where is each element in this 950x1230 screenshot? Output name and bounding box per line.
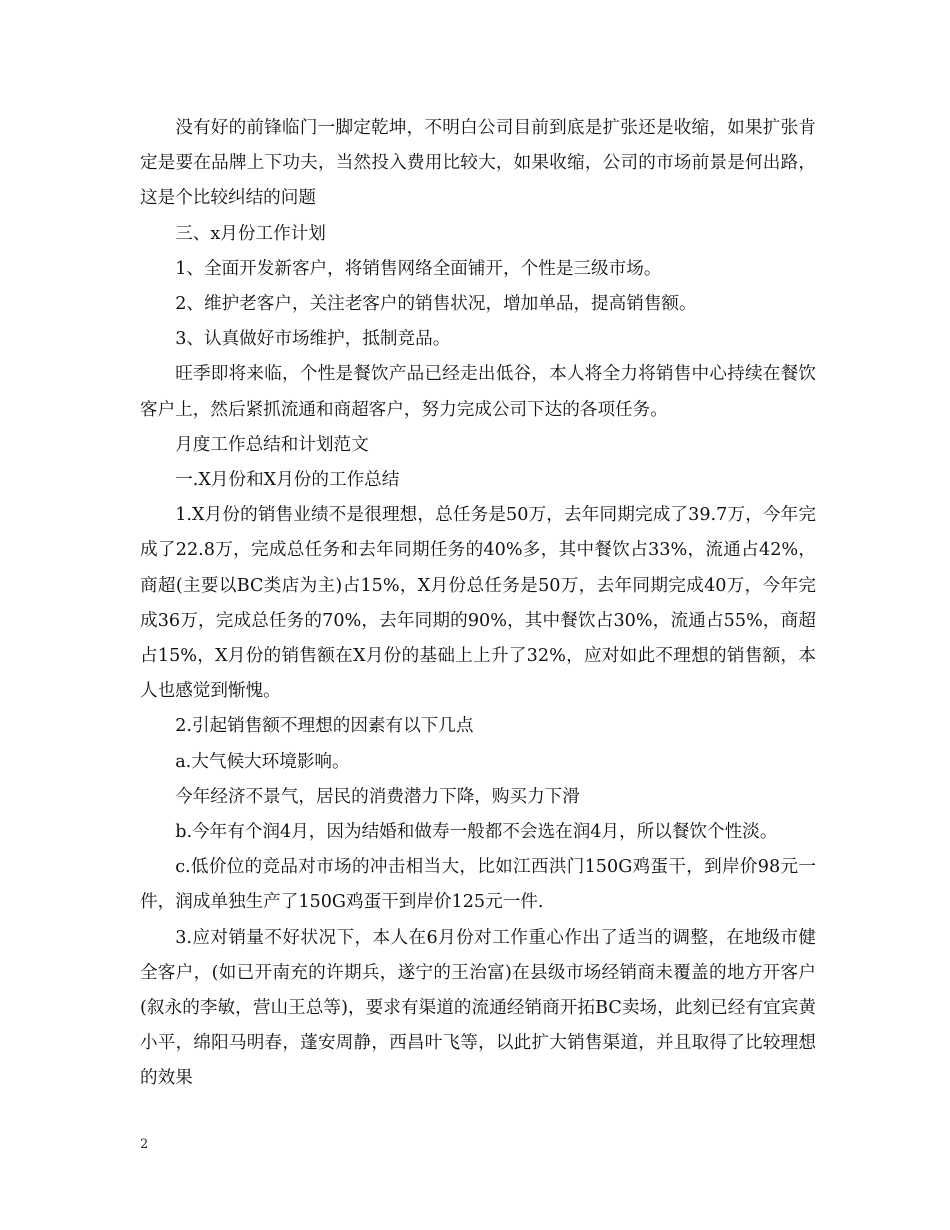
plan-item-1: 1、全面开发新客户，将销售网络全面铺开，个性是三级市场。 [175, 258, 662, 279]
section-title-summary-sample: 月度工作总结和计划范文 [175, 434, 369, 455]
cause-item-b: b.今年有个润4月，因为结婚和做寿一般都不会选在润4月，所以餐饮个性淡。 [175, 822, 778, 843]
paragraph-causes-heading: 2.引起销售额不理想的因素有以下几点 [175, 716, 474, 737]
section-heading-work-plan: 三、x月份工作计划 [175, 223, 326, 244]
plan-item-3: 3、认真做好市场维护，抵制竞品。 [175, 329, 451, 350]
document-body [140, 111, 816, 1097]
cause-item-a: a.大气候大环境影响。 [175, 751, 350, 772]
plan-item-2: 2、维护老客户，关注老客户的销售状况，增加单品，提高销售额。 [175, 294, 697, 315]
section-heading-summary: 一.X月份和X月份的工作总结 [175, 470, 400, 491]
cause-item-c: c.低价位的竞品对市场的冲击相当大，比如江西洪门150G鸡蛋干，到岸价98元一件，润成单独生产了150G鸡蛋干到岸价125元一件. [140, 857, 816, 913]
paragraph-adjustment: 3.应对销量不好状况下，本人在6月份对工作重心作出了适当的调整，在地级市健全客户，(如已开南充的许期兵，遂宁的王治富)在县级市场经销商未覆盖的地方开客户(叙永的李敏，营山王总等)，要求有渠道的流通经销商开拓BC卖场，此刻已经有宜宾黄小平，绵阳马明春，蓬安周静，西昌叶飞等，以此扩大销售渠道，并且取得了比较理想的效果 [140, 927, 816, 1089]
paragraph-sales-performance: 1.X月份的销售业绩不是很理想，总任务是50万，去年同期完成了39.7万，今年完成了22.8万，完成总任务和去年同期任务的40%多，其中餐饮占33%，流通占42%，商超(主要以BC类店为主)占15%，X月份总任务是50万，去年同期完成40万，今年完成36万，完成总任务的70%，去年同期的90%，其中餐饮占30%，流通占55%，商超占15%，X月份的销售额在X月份的基础上上升了32%，应对如此不理想的销售额，本人也感觉到惭愧。 [140, 505, 816, 702]
paragraph-economy: 今年经济不景气，居民的消费潜力下降，购买力下滑 [175, 786, 580, 807]
paragraph-1: 没有好的前锋临门一脚定乾坤，不明白公司目前到底是扩张还是收缩，如果扩张肯定是要在品牌上下功夫，当然投入费用比较大，如果收缩，公司的市场前景是何出路，这是个比较纠结的问题 [140, 118, 816, 209]
page-number: 2 [140, 1137, 149, 1152]
paragraph-peak-season: 旺季即将来临，个性是餐饮产品已经走出低谷，本人将全力将销售中心持续在餐饮客户上，然后紧抓流通和商超客户，努力完成公司下达的各项任务。 [140, 364, 816, 420]
